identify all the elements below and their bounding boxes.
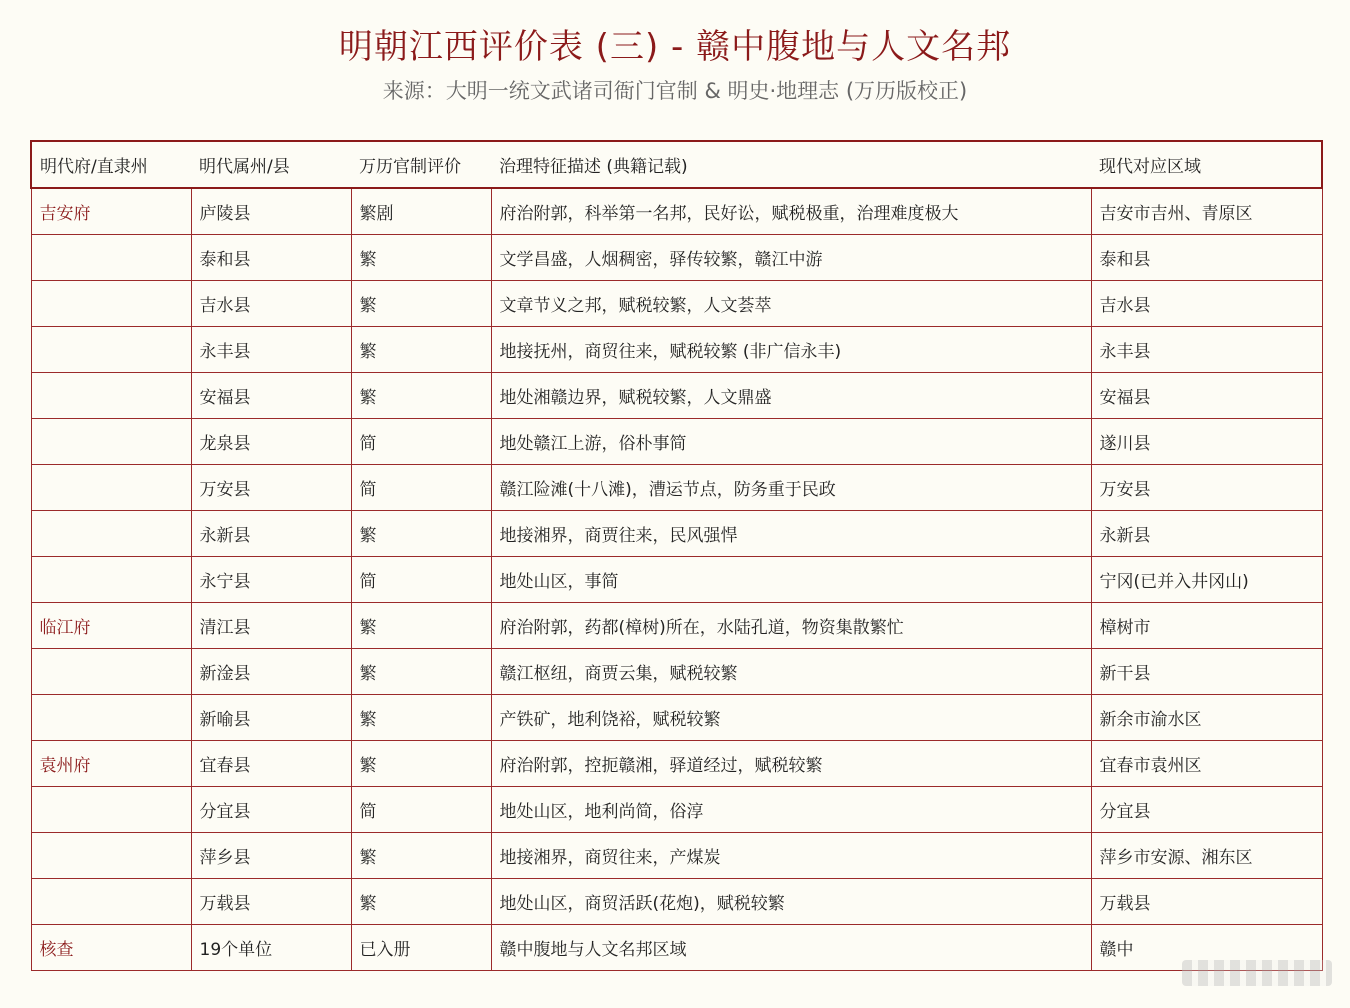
- page-title: 明朝江西评价表 (三) - 赣中腹地与人文名邦: [338, 27, 1012, 67]
- table-row: [31, 188, 1322, 235]
- cell-description: 府治附郭，药都(樟树)所在，水陆孔道，物资集散繁忙: [491, 603, 1091, 649]
- table-row: [31, 787, 1322, 833]
- table-row: [31, 327, 1322, 373]
- cell-county: 吉水县: [191, 281, 351, 327]
- cell-prefecture: [31, 465, 191, 511]
- cell-description: 文学昌盛，人烟稠密，驿传较繁，赣江中游: [491, 235, 1091, 281]
- cell-prefecture: [31, 419, 191, 465]
- cell-modern-region: 万安县: [1091, 465, 1322, 511]
- cell-description: 赣江枢纽，商贾云集，赋税较繁: [491, 649, 1091, 695]
- cell-prefecture: [31, 833, 191, 879]
- cell-modern-region: 新干县: [1091, 649, 1322, 695]
- column-header-prefecture: 明代府/直隶州: [31, 141, 191, 188]
- cell-rating: 繁: [351, 373, 491, 419]
- column-header-modern-region: 现代对应区域: [1091, 141, 1322, 188]
- table-row: [31, 281, 1322, 327]
- cell-county: 新淦县: [191, 649, 351, 695]
- cell-modern-region: 吉水县: [1091, 281, 1322, 327]
- cell-modern-region: 樟树市: [1091, 603, 1322, 649]
- cell-prefecture: [31, 235, 191, 281]
- cell-description: 地处山区，事简: [491, 557, 1091, 603]
- cell-description: 地接湘界，商贾往来，民风强悍: [491, 511, 1091, 557]
- table-row: [31, 879, 1322, 925]
- cell-description: 府治附郭，科举第一名邦，民好讼，赋税极重，治理难度极大: [491, 188, 1091, 235]
- cell-modern-region: 赣中: [1091, 925, 1322, 971]
- cell-county: 永新县: [191, 511, 351, 557]
- cell-modern-region: 安福县: [1091, 373, 1322, 419]
- cell-description: 地处山区，地利尚简，俗淳: [491, 787, 1091, 833]
- cell-description: 产铁矿，地利饶裕，赋税较繁: [491, 695, 1091, 741]
- cell-description: 府治附郭，控扼赣湘，驿道经过，赋税较繁: [491, 741, 1091, 787]
- cell-prefecture: 核查: [31, 925, 191, 971]
- cell-county: 分宜县: [191, 787, 351, 833]
- table-row: [31, 695, 1322, 741]
- table-row: [31, 235, 1322, 281]
- cell-rating: 繁: [351, 879, 491, 925]
- cell-modern-region: 泰和县: [1091, 235, 1322, 281]
- table-row: [31, 603, 1322, 649]
- cell-modern-region: 吉安市吉州、青原区: [1091, 188, 1322, 235]
- table-row: [31, 373, 1322, 419]
- cell-description: 赣中腹地与人文名邦区域: [491, 925, 1091, 971]
- cell-description: 地处山区，商贸活跃(花炮)，赋税较繁: [491, 879, 1091, 925]
- cell-prefecture: [31, 281, 191, 327]
- table-body: [31, 188, 1322, 971]
- cell-prefecture: [31, 787, 191, 833]
- page-subtitle: 来源：大明一统文武诸司衙门官制 & 明史·地理志 (万历版校正): [382, 79, 968, 103]
- cell-rating: 繁: [351, 281, 491, 327]
- cell-county: 万安县: [191, 465, 351, 511]
- cell-prefecture: [31, 649, 191, 695]
- cell-rating: 简: [351, 787, 491, 833]
- cell-county: 庐陵县: [191, 188, 351, 235]
- table-row: [31, 741, 1322, 787]
- table-header-row: [31, 141, 1322, 188]
- cell-rating: 繁: [351, 695, 491, 741]
- cell-rating: 繁: [351, 327, 491, 373]
- cell-prefecture: [31, 327, 191, 373]
- cell-description: 文章节义之邦，赋税较繁，人文荟萃: [491, 281, 1091, 327]
- cell-description: 地接湘界，商贸往来，产煤炭: [491, 833, 1091, 879]
- cell-modern-region: 宁冈(已并入井冈山): [1091, 557, 1322, 603]
- cell-county: 19个单位: [191, 925, 351, 971]
- table-row: [31, 649, 1322, 695]
- cell-rating: 简: [351, 465, 491, 511]
- cell-modern-region: 永丰县: [1091, 327, 1322, 373]
- table-row: [31, 465, 1322, 511]
- cell-modern-region: 新余市渝水区: [1091, 695, 1322, 741]
- cell-description: 地处赣江上游，俗朴事简: [491, 419, 1091, 465]
- cell-modern-region: 永新县: [1091, 511, 1322, 557]
- cell-prefecture: [31, 557, 191, 603]
- column-header-description: 治理特征描述 (典籍记载): [491, 141, 1091, 188]
- cell-prefecture: 临江府: [31, 603, 191, 649]
- cell-prefecture: [31, 511, 191, 557]
- cell-modern-region: 遂川县: [1091, 419, 1322, 465]
- cell-county: 永丰县: [191, 327, 351, 373]
- cell-rating: 繁: [351, 833, 491, 879]
- cell-description: 赣江险滩(十八滩)，漕运节点，防务重于民政: [491, 465, 1091, 511]
- cell-rating: 繁: [351, 741, 491, 787]
- table-row-summary: [31, 925, 1322, 971]
- table-row: [31, 419, 1322, 465]
- cell-prefecture: 吉安府: [31, 188, 191, 235]
- cell-county: 万载县: [191, 879, 351, 925]
- cell-county: 清江县: [191, 603, 351, 649]
- cell-prefecture: [31, 695, 191, 741]
- column-header-county: 明代属州/县: [191, 141, 351, 188]
- cell-county: 萍乡县: [191, 833, 351, 879]
- cell-rating: 简: [351, 419, 491, 465]
- cell-prefecture: [31, 373, 191, 419]
- cell-county: 泰和县: [191, 235, 351, 281]
- cell-modern-region: 萍乡市安源、湘东区: [1091, 833, 1322, 879]
- cell-rating: 繁剧: [351, 188, 491, 235]
- table-row: [31, 557, 1322, 603]
- cell-county: 龙泉县: [191, 419, 351, 465]
- cell-county: 新喻县: [191, 695, 351, 741]
- cell-rating: 简: [351, 557, 491, 603]
- cell-description: 地处湘赣边界，赋税较繁，人文鼎盛: [491, 373, 1091, 419]
- cell-prefecture: [31, 879, 191, 925]
- cell-prefecture: 袁州府: [31, 741, 191, 787]
- cell-county: 永宁县: [191, 557, 351, 603]
- table-row: [31, 833, 1322, 879]
- cell-county: 宜春县: [191, 741, 351, 787]
- column-header-rating: 万历官制评价: [351, 141, 491, 188]
- cell-modern-region: 万载县: [1091, 879, 1322, 925]
- cell-rating: 繁: [351, 235, 491, 281]
- cell-modern-region: 分宜县: [1091, 787, 1322, 833]
- cell-rating: 繁: [351, 511, 491, 557]
- cell-rating: 繁: [351, 603, 491, 649]
- cell-rating: 繁: [351, 649, 491, 695]
- evaluation-table: [30, 140, 1323, 971]
- cell-modern-region: 宜春市袁州区: [1091, 741, 1322, 787]
- cell-description: 地接抚州，商贸往来，赋税较繁 (非广信永丰): [491, 327, 1091, 373]
- table-row: [31, 511, 1322, 557]
- cell-county: 安福县: [191, 373, 351, 419]
- watermark: [1182, 960, 1332, 986]
- cell-rating: 已入册: [351, 925, 491, 971]
